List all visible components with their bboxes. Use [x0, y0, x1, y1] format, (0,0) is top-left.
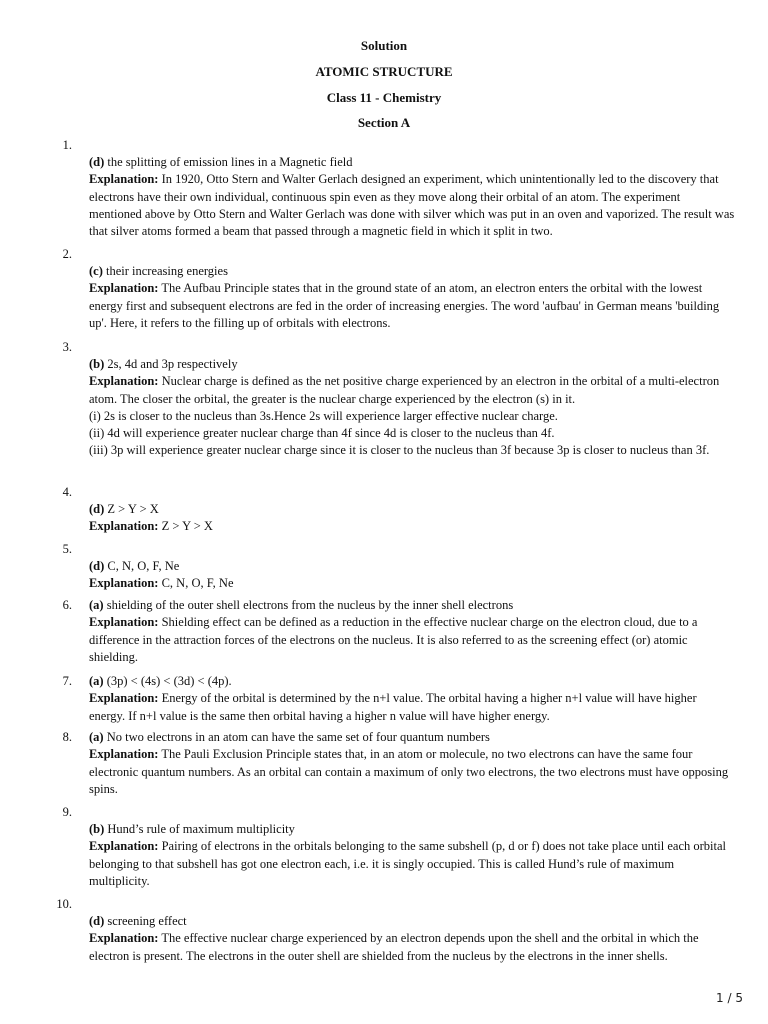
- question-number: 7.: [62, 674, 72, 688]
- answer-line: [89, 913, 735, 930]
- answer-line: [89, 558, 735, 575]
- question-number: 6.: [62, 598, 72, 612]
- explanation-label: Explanation:: [89, 519, 159, 534]
- solution-heading: Solution: [360, 38, 408, 53]
- explanation-text: Z > Y > X: [158, 519, 213, 534]
- answer-line: [89, 263, 735, 280]
- explanation-text: The Aufbau Principle states that in the ground state of an atom, an electron enters the orbital with the lowest energy first and subsequent electrons are fed in the order of increasing energies. The word 'aufbau' in German means 'building up'. Here, it refers to the filling up of orbitals with electrons.: [89, 281, 720, 330]
- explanation-text: In 1920, Otto Stern and Walter Gerlach designed an experiment, which unintentionally led to the discovery that electrons have their own individual, continuous spin even as they move along their orbital of an atom. The experiment mentioned above by Otto Stern and Walter Gerlach was done with silver which was put in an oven and vaporized. The result was that silver atoms formed a beam that passed through a magnetic field in which it split in two.: [89, 172, 735, 239]
- answer-text: 2s, 4d and 3p respectively: [104, 357, 238, 371]
- answer-text: (3p) < (4s) < (3d) < (4p).: [103, 674, 232, 688]
- answer-option: (b): [89, 357, 105, 371]
- question-body: [89, 558, 735, 593]
- explanation-label: Explanation:: [89, 281, 159, 296]
- explanation-text: The effective nuclear charge experienced by an electron depends upon the shell and the orbital in which the electron is present. The electrons in the outer shell are shielded from the nucleus by the electrons in the inner shells.: [89, 931, 699, 963]
- question-body: [89, 501, 735, 536]
- explanation: [89, 614, 735, 666]
- question-number: 1.: [62, 138, 72, 152]
- question-body: [89, 356, 735, 460]
- explanation: [89, 171, 735, 240]
- explanation-text: Energy of the orbital is determined by the n+l value. The orbital having a higher n+l value will have higher energy. If n+l value is the same then orbital having a higher n value will have higher energy.: [89, 691, 697, 723]
- answer-text: their increasing energies: [102, 264, 228, 278]
- explanation: [89, 373, 735, 408]
- question-body: [89, 729, 735, 798]
- question-body: [89, 597, 735, 666]
- explanation-label: Explanation:: [89, 374, 159, 389]
- answer-text: the splitting of emission lines in a Magnetic field: [104, 155, 353, 169]
- answer-option: (a): [89, 730, 104, 744]
- question-number: 8.: [62, 730, 72, 744]
- explanation-point: (iii) 3p will experience greater nuclear charge since it is closer to the nucleus than 3f because 3p is closer to nucleus than 3f.: [89, 443, 710, 458]
- answer-line: [89, 673, 735, 690]
- answer-option: (d): [89, 155, 105, 169]
- section-heading: Section A: [357, 115, 411, 130]
- answer-text: screening effect: [104, 914, 187, 928]
- answer-line: [89, 597, 735, 614]
- explanation-label: Explanation:: [89, 839, 159, 854]
- question-body: [89, 913, 735, 965]
- answer-line: [89, 729, 735, 746]
- explanation-label: Explanation:: [89, 691, 159, 706]
- answer-option: (d): [89, 914, 105, 928]
- answer-option: (d): [89, 502, 105, 516]
- answer-line: [89, 501, 735, 518]
- explanation: [89, 280, 735, 332]
- explanation: [89, 930, 735, 965]
- answer-line: [89, 154, 735, 171]
- answer-line: [89, 821, 735, 838]
- class-heading: Class 11 - Chemistry: [326, 90, 442, 105]
- subject-heading: ATOMIC STRUCTURE: [315, 64, 453, 79]
- question-body: [89, 263, 735, 332]
- explanation-text: Shielding effect can be defined as a reduction in the effective nuclear charge on the electron cloud, due to a difference in the attraction forces of the electrons on the nucleus. It is also referred to as the screening effect (or) atomic shielding.: [89, 615, 698, 664]
- explanation: [89, 838, 735, 890]
- answer-option: (b): [89, 822, 105, 836]
- explanation-text: Nuclear charge is defined as the net positive charge experienced by an electron in the orbital of a multi-electron atom. The closer the orbital, the greater is the nuclear charge experienced by the electron (s) in it.: [89, 374, 720, 406]
- answer-text: shielding of the outer shell electrons from the nucleus by the inner shell electrons: [103, 598, 514, 612]
- page-number: 1 / 5: [716, 991, 743, 1005]
- question-number: 5.: [62, 542, 72, 556]
- explanation-point: (ii) 4d will experience greater nuclear charge than 4f since 4d is closer to the nucleus than 4f.: [89, 426, 555, 441]
- answer-option: (a): [89, 674, 104, 688]
- explanation-text: C, N, O, F, Ne: [158, 576, 234, 591]
- explanation-label: Explanation:: [89, 747, 159, 762]
- explanation: [89, 518, 735, 535]
- explanation-text: The Pauli Exclusion Principle states that, in an atom or molecule, no two electrons can have the same four electronic quantum numbers. As an orbital can contain a maximum of only two electrons, the two electrons must have opposing spins.: [89, 747, 729, 796]
- answer-text: C, N, O, F, Ne: [104, 559, 180, 573]
- answer-option: (d): [89, 559, 105, 573]
- explanation-label: Explanation:: [89, 172, 159, 187]
- answer-option: (a): [89, 598, 104, 612]
- answer-text: Z > Y > X: [104, 502, 159, 516]
- explanation-label: Explanation:: [89, 576, 159, 591]
- explanation: [89, 746, 735, 798]
- question-number: 4.: [62, 485, 72, 499]
- explanation-label: Explanation:: [89, 615, 159, 630]
- explanation-label: Explanation:: [89, 931, 159, 946]
- question-body: [89, 821, 735, 890]
- question-number: 10.: [56, 897, 72, 911]
- explanation: [89, 575, 735, 592]
- explanation-text: Pairing of electrons in the orbitals belonging to the same subshell (p, d or f) does not take place until each orbital belonging to that subshell has got one electron each, i.e. it is singly occupied. This is called Hund’s rule of maximum multiplicity.: [89, 839, 727, 888]
- question-number: 9.: [62, 805, 72, 819]
- question-body: [89, 673, 735, 725]
- question-number: 3.: [62, 340, 72, 354]
- question-body: [89, 154, 735, 240]
- answer-option: (c): [89, 264, 103, 278]
- explanation: [89, 690, 735, 725]
- question-number: 2.: [62, 247, 72, 261]
- explanation-point: (i) 2s is closer to the nucleus than 3s.Hence 2s will experience larger effective nuclear charge.: [89, 408, 558, 423]
- answer-text: Hund’s rule of maximum multiplicity: [104, 822, 295, 836]
- answer-text: No two electrons in an atom can have the same set of four quantum numbers: [103, 730, 490, 744]
- answer-line: [89, 356, 735, 373]
